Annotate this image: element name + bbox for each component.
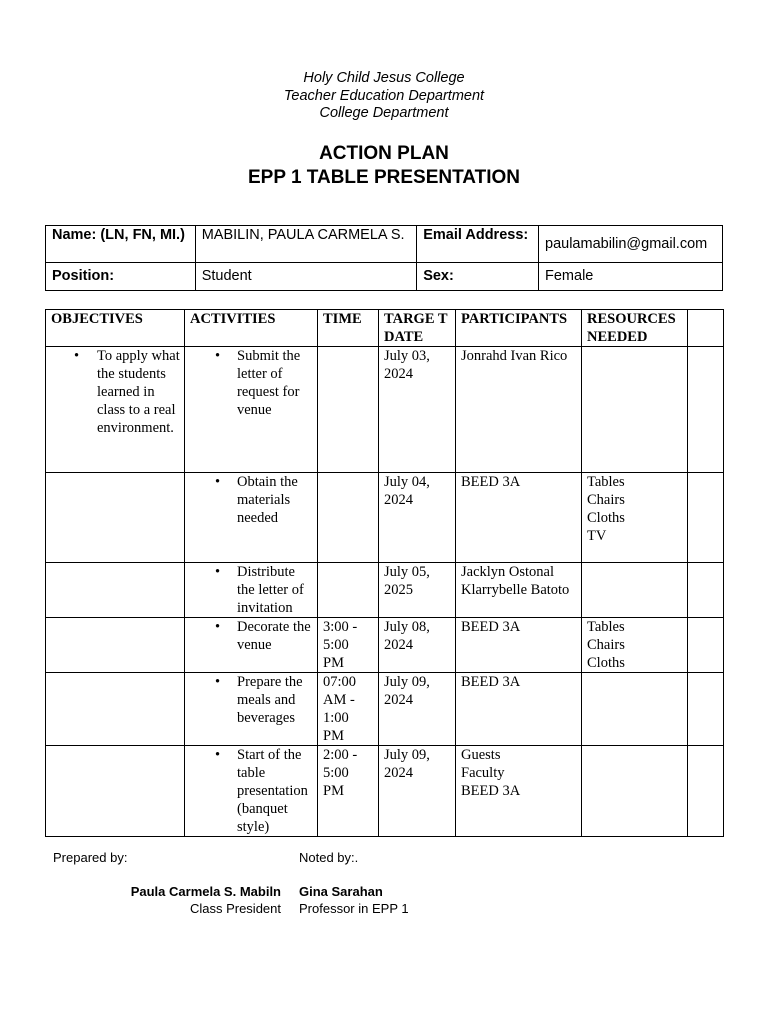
extra-cell [688,347,724,473]
date-cell: July 05, 2025 [379,563,456,618]
header-objectives: OBJECTIVES [46,310,185,347]
header-extra [688,310,724,347]
time-cell: 07:00 AM - 1:00 PM [318,673,379,746]
objective-cell [46,673,185,746]
objective-cell [46,746,185,837]
activity-cell [185,618,318,673]
objective-text: • To apply what the students learned in class to a real environment. [51,347,182,437]
participants-cell: Jonrahd Ivan Rico [456,347,582,473]
prepared-by-name: Paula Carmela S. Mabiln [130,884,281,899]
school-header [0,70,768,123]
noted-by-label: Noted by:. [299,850,359,865]
date-cell: July 03, 2024 [379,347,456,473]
noted-by-role: Professor in EPP 1 [299,901,409,916]
header-participants: PARTICIPANTS [456,310,582,347]
objective-cell [46,347,185,473]
table-row [46,746,724,837]
table-header-row [46,310,724,347]
activity-cell [185,347,318,473]
department-name: Teacher Education Department [283,87,485,104]
table-row [46,347,724,473]
resources-cell [582,563,688,618]
time-cell [318,347,379,473]
date-cell: July 04, 2024 [379,473,456,563]
extra-cell [688,618,724,673]
participants-cell: BEED 3A [456,618,582,673]
activity-text: • Decorate the venue [190,618,312,654]
position-label: Position: [46,263,196,291]
activity-cell [185,563,318,618]
info-row [46,226,723,263]
activity-cell [185,473,318,563]
name-value: MABILIN, PAULA CARMELA S. [195,226,416,263]
activity-cell [185,673,318,746]
objective-cell [46,563,185,618]
header-target-date: TARGE T DATE [379,310,456,347]
noted-by-name: Gina Sarahan [299,884,383,899]
info-row [46,263,723,291]
resources-cell [582,746,688,837]
action-plan-table [45,309,724,837]
time-cell [318,563,379,618]
time-cell: 2:00 - 5:00 PM [318,746,379,837]
header-resources: RESOURCES NEEDED [582,310,688,347]
time-cell [318,473,379,563]
extra-cell [688,473,724,563]
activity-text: • Submit the letter of request for venue [190,347,312,419]
resources-cell [582,673,688,746]
resources-cell: Tables Chairs Cloths [582,618,688,673]
activity-text: • Obtain the materials needed [190,473,312,527]
college-department: College Department [319,105,449,121]
title-line-1: ACTION PLAN [319,143,449,164]
email-value: paulamabilin@gmail.com [539,226,723,263]
activity-text: • Prepare the meals and beverages [190,673,312,727]
position-value: Student [195,263,416,291]
time-cell: 3:00 - 5:00 PM [318,618,379,673]
extra-cell [688,673,724,746]
info-table [45,225,723,291]
resources-cell: Tables Chairs Cloths TV [582,473,688,563]
header-time: TIME [318,310,379,347]
sex-value: Female [539,263,723,291]
email-label: Email Address: [417,226,539,263]
objective-cell [46,473,185,563]
activity-cell [185,746,318,837]
table-row [46,473,724,563]
prepared-by-role: Class President [189,901,281,916]
table-row [46,563,724,618]
table-row [46,673,724,746]
school-name: Holy Child Jesus College [303,70,465,86]
resources-cell [582,347,688,473]
sex-label: Sex: [417,263,539,291]
participants-cell: BEED 3A [456,473,582,563]
name-label: Name: (LN, FN, MI.) [46,226,196,263]
prepared-by-label: Prepared by: [53,850,128,865]
document-title [0,142,768,190]
title-line-2: EPP 1 TABLE PRESENTATION [247,167,521,188]
table-row [46,618,724,673]
participants-cell: Jacklyn Ostonal Klarrybelle Batoto [456,563,582,618]
activity-text: • Start of the table presentation (banquet style) [190,746,312,836]
date-cell: July 09, 2024 [379,746,456,837]
date-cell: July 08, 2024 [379,618,456,673]
date-cell: July 09, 2024 [379,673,456,746]
objective-cell [46,618,185,673]
participants-cell: Guests Faculty BEED 3A [456,746,582,837]
participants-cell: BEED 3A [456,673,582,746]
extra-cell [688,563,724,618]
activity-text: • Distribute the letter of invitation [190,563,312,617]
header-activities: ACTIVITIES [185,310,318,347]
extra-cell [688,746,724,837]
